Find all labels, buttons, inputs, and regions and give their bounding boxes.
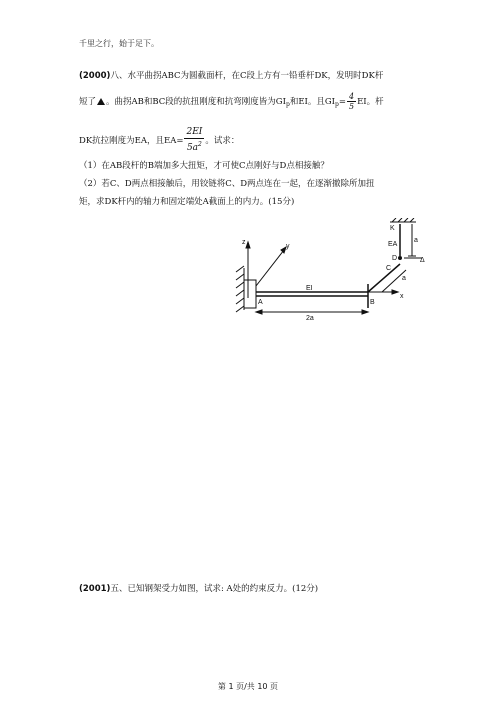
question-1: （1）在AB段杆的B端加多大扭矩，才可使C点刚好与D点相接触？ [79, 161, 329, 171]
label-ea: EA [388, 241, 398, 248]
label-2a: 2a [306, 315, 314, 322]
text-short: 短了 [79, 97, 97, 107]
problem-2001-tag: (2001) [79, 584, 111, 594]
z-arrow [246, 242, 250, 248]
frac2-sup: 2 [198, 141, 202, 148]
label-delta: Δ [420, 257, 425, 264]
label-a-point: A [258, 299, 263, 306]
label-ei: EI [306, 285, 313, 292]
frac2-numerator: 2EI [186, 127, 203, 137]
point-d [399, 257, 402, 260]
label-x: x [400, 293, 404, 300]
question-2-line2: 矩，求DK杆内的轴力和固定端处A截面上的内力。(15分) [79, 197, 295, 207]
label-d-point: D [392, 255, 398, 262]
problem-2001-text: 五、已知钢架受力如图，试求: A处的约束反力。(12分) [110, 584, 319, 594]
delta-triangle-icon [97, 98, 105, 105]
subscript-p2: p [335, 101, 339, 108]
problem-2000-line3 [79, 127, 419, 154]
label-z: z [242, 239, 246, 246]
crank-figure [226, 218, 426, 326]
label-a-dk: a [414, 237, 418, 244]
page-header: 千里之行，始于足下。 [79, 39, 159, 48]
frac-numerator: 4 [349, 92, 355, 101]
label-a-bc: a [402, 275, 406, 282]
fraction-4-5 [347, 92, 356, 111]
problem-2001 [79, 583, 419, 595]
fraction-2ei-5a2 [184, 127, 204, 154]
label-c-point: C [386, 265, 392, 272]
problem-2000-tag: (2000) [79, 71, 111, 81]
text-find: 。试求： [205, 136, 240, 146]
label-b-point: B [370, 299, 375, 306]
text-rigidity: 。曲拐AB和BC段的抗扭刚度和抗弯刚度皆为GI [106, 97, 286, 107]
problem-2000-text1: 八、水平曲拐ABC为圆截面杆，在C段上方有一铅垂杆DK，发明时DK杆 [110, 71, 384, 81]
wall-hatch [236, 266, 244, 312]
question-2-line1: （2）若C、D两点相接触后，用铰链将C、D两点连在一起，在逐渐撤除所加扭 [79, 179, 375, 189]
y-axis [256, 250, 284, 286]
frac-denominator: 5 [349, 102, 355, 111]
segment-bc [368, 264, 400, 292]
label-y: y [286, 243, 290, 250]
problem-2000-line1 [79, 70, 419, 82]
text-eq: = [338, 97, 346, 107]
frac2-den-text: 5a [186, 143, 199, 153]
ceiling-hatch [392, 218, 414, 222]
text-gip: 和EI。且GI [289, 97, 336, 107]
frac2-denominator [184, 139, 204, 154]
label-k-point: K [390, 225, 395, 232]
text-ei: EI。杆 [357, 97, 384, 107]
page-footer: 第 1 页/共 10 页 [217, 682, 279, 691]
problem-2000-line2 [79, 92, 419, 111]
text-ea: DK抗拉刚度为EA，且EA= [79, 136, 184, 146]
fixed-end-block [244, 280, 256, 308]
subscript-p: p [285, 101, 290, 108]
